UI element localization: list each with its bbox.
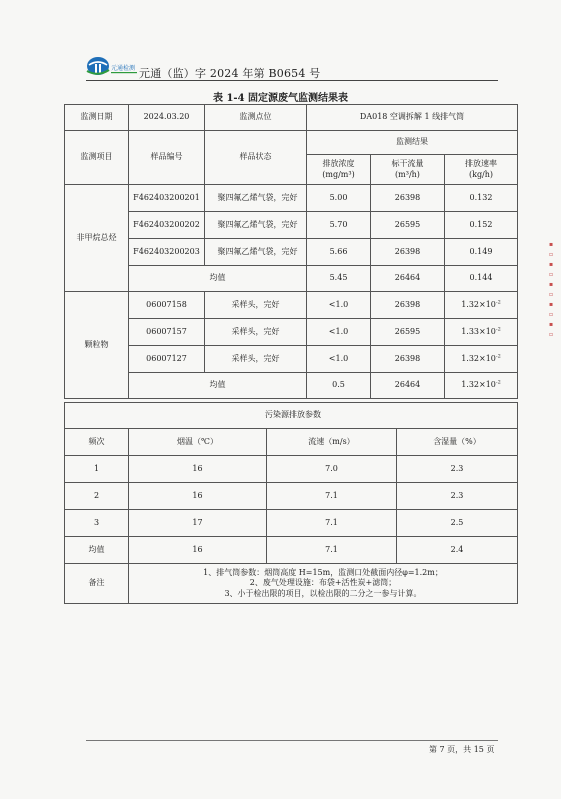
flow: 26464 xyxy=(371,373,445,399)
flow: 26398 xyxy=(371,346,445,373)
freq: 3 xyxy=(65,510,129,537)
col-freq-header: 频次 xyxy=(65,429,129,456)
concentration: 5.45 xyxy=(307,266,371,292)
table-row xyxy=(65,483,518,510)
sample-no: 06007127 xyxy=(129,346,205,373)
footer-divider xyxy=(86,740,498,741)
notes-content xyxy=(129,564,518,604)
params-title-row xyxy=(65,403,518,429)
concentration: 5.66 xyxy=(307,239,371,266)
rate: 0.144 xyxy=(445,266,518,292)
table-row xyxy=(65,292,518,319)
note-line: 3、小于检出限的项目，以检出限的二分之一参与计算。 xyxy=(224,588,422,598)
sample-state: 采样头，完好 xyxy=(205,319,307,346)
concentration: 5.00 xyxy=(307,185,371,212)
concentration: 5.70 xyxy=(307,212,371,239)
params-title: 污染源排放参数 xyxy=(65,403,518,429)
emission-parameters-table xyxy=(64,402,518,604)
moisture: 2.3 xyxy=(397,456,518,483)
table-row xyxy=(65,212,518,239)
rate: 0.132 xyxy=(445,185,518,212)
header-row-1 xyxy=(65,131,518,155)
note-line: 2、废气处理设施：布袋+活性炭+滤筒； xyxy=(249,578,397,588)
temp: 16 xyxy=(129,537,267,564)
concentration: 0.5 xyxy=(307,373,371,399)
velocity: 7.1 xyxy=(267,537,397,564)
col-sample-no-header: 样品编号 xyxy=(129,131,205,185)
average-row xyxy=(65,266,518,292)
velocity: 7.1 xyxy=(267,483,397,510)
date-label: 监测日期 xyxy=(65,105,129,131)
col-rate-header: 排放速率 (kg/h) xyxy=(445,155,518,185)
col-flow-header: 标干流量 (m³/h) xyxy=(371,155,445,185)
temp: 17 xyxy=(129,510,267,537)
moisture: 2.5 xyxy=(397,510,518,537)
sample-no: F462403200202 xyxy=(129,212,205,239)
group-name-particulate: 颗粒物 xyxy=(65,292,129,399)
moisture: 2.4 xyxy=(397,537,518,564)
sample-no: F462403200203 xyxy=(129,239,205,266)
sample-state: 聚四氟乙烯气袋，完好 xyxy=(205,212,307,239)
note-line: 1、排气筒参数：烟筒高度 H=15m，监测口处截面内径φ=1.2m； xyxy=(203,567,443,577)
rate: $1.32\times 10^{-2}$ xyxy=(445,292,518,319)
info-row xyxy=(65,105,518,131)
concentration: <1.0 xyxy=(307,346,371,373)
rate: $1.33\times 10^{-2}$ xyxy=(445,319,518,346)
table-row xyxy=(65,239,518,266)
sample-state: 采样头，完好 xyxy=(205,292,307,319)
notes-row xyxy=(65,564,518,604)
col-item-header: 监测项目 xyxy=(65,131,129,185)
average-label: 均值 xyxy=(129,373,307,399)
params-header-row xyxy=(65,429,518,456)
seam-stamp-mark: ▪ ▫ ▪ ▫ ▪ ▫ ▪ ▫ ▪ ▫ xyxy=(549,241,554,338)
flow: 26464 xyxy=(371,266,445,292)
rate: 0.152 xyxy=(445,212,518,239)
report-number: 元通（监）字 2024 年第 B0654 号 xyxy=(139,67,321,80)
rate: $1.32\times 10^{-2}$ xyxy=(445,346,518,373)
average-row xyxy=(65,373,518,399)
sample-state: 聚四氟乙烯气袋，完好 xyxy=(205,185,307,212)
average-label: 均值 xyxy=(129,266,307,292)
col-concentration-header: 排放浓度 (mg/m³) xyxy=(307,155,371,185)
sample-no: 06007158 xyxy=(129,292,205,319)
point-label: 监测点位 xyxy=(205,105,307,131)
svg-text:元通检测: 元通检测 xyxy=(111,65,136,72)
flow: 26398 xyxy=(371,185,445,212)
concentration: <1.0 xyxy=(307,292,371,319)
moisture: 2.3 xyxy=(397,483,518,510)
rate: 0.149 xyxy=(445,239,518,266)
sample-state: 采样头，完好 xyxy=(205,346,307,373)
table-row xyxy=(65,346,518,373)
table-row xyxy=(65,319,518,346)
col-sample-state-header: 样品状态 xyxy=(205,131,307,185)
header-divider xyxy=(86,80,498,81)
date-value: 2024.03.20 xyxy=(129,105,205,131)
table-row xyxy=(65,185,518,212)
point-value: DA018 空调拆解 1 线排气筒 xyxy=(307,105,518,131)
sample-no: 06007157 xyxy=(129,319,205,346)
col-results-header: 监测结果 xyxy=(307,131,518,155)
table-row xyxy=(65,510,518,537)
velocity: 7.0 xyxy=(267,456,397,483)
flow: 26398 xyxy=(371,239,445,266)
flow: 26595 xyxy=(371,212,445,239)
freq: 2 xyxy=(65,483,129,510)
average-row xyxy=(65,537,518,564)
flow: 26398 xyxy=(371,292,445,319)
monitoring-results-table xyxy=(64,104,518,399)
temp: 16 xyxy=(129,456,267,483)
company-logo-icon xyxy=(86,55,138,81)
concentration: <1.0 xyxy=(307,319,371,346)
col-moisture-header: 含湿量（%） xyxy=(397,429,518,456)
rate: $1.32\times 10^{-2}$ xyxy=(445,373,518,399)
notes-label: 备注 xyxy=(65,564,129,604)
freq: 均值 xyxy=(65,537,129,564)
col-velocity-header: 流速（m/s） xyxy=(267,429,397,456)
flow: 26595 xyxy=(371,319,445,346)
group-name-nmhc: 非甲烷总烃 xyxy=(65,185,129,292)
temp: 16 xyxy=(129,483,267,510)
sample-no: F462403200201 xyxy=(129,185,205,212)
freq: 1 xyxy=(65,456,129,483)
col-temp-header: 烟温（℃） xyxy=(129,429,267,456)
table-title: 表 1-4 固定源废气监测结果表 xyxy=(212,93,349,104)
sample-state: 聚四氟乙烯气袋，完好 xyxy=(205,239,307,266)
velocity: 7.1 xyxy=(267,510,397,537)
page-number: 第 7 页，共 15 页 xyxy=(429,745,495,754)
table-row xyxy=(65,456,518,483)
